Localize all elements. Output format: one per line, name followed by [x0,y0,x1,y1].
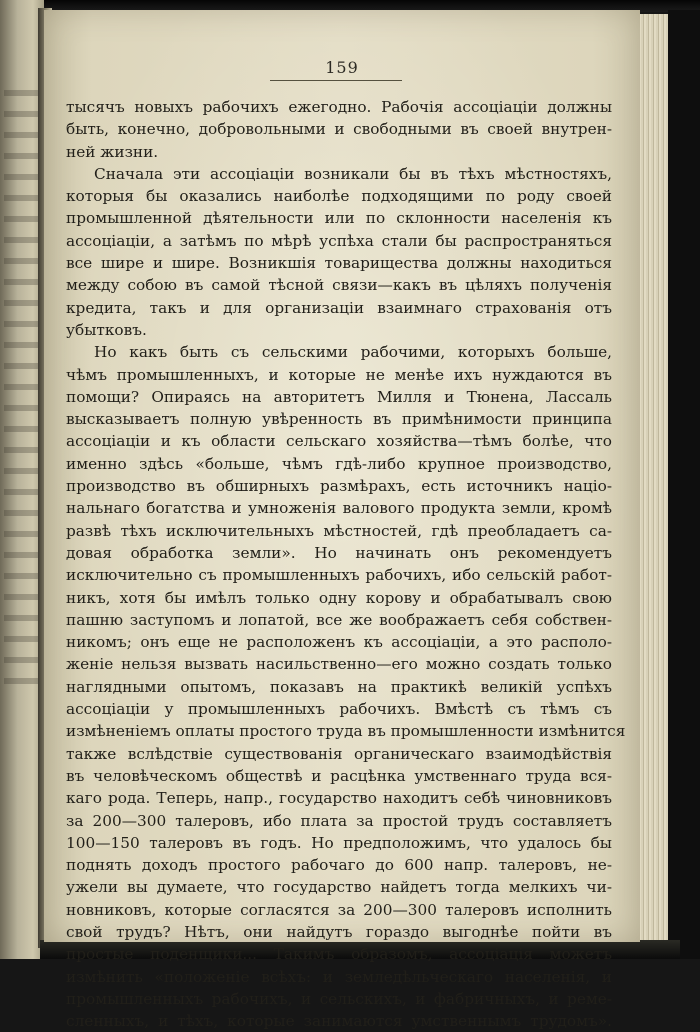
text-line: нальнаго богатства и умноженія валового продукта земли, кромѣ [66,499,612,518]
text-line: производство въ обширныхъ размѣрахъ, есть источникъ націо- [66,477,612,496]
text-line: ассоціаціи, а затѣмъ по мѣрѣ успѣха стали бы распространяться [66,231,612,250]
text-line: все шире и шире. Возникшія товарищества должны находиться [66,254,612,273]
text-line: которыя бы оказались наиболѣе подходящими по роду своей [66,187,612,206]
right-shadow [668,10,700,959]
text-line: быть, конечно, добровольными и свободными въ своей внутрен- [66,120,612,139]
text-line: пашню заступомъ и лопатой, все же воображаетъ себя собствен- [66,610,612,629]
text-line: поднять доходъ простого рабочаго до 600 напр. талеровъ, не- [66,856,612,875]
text-line: промышленной дѣятельности или по склонности населенія къ [66,209,612,228]
stacked-page-edges [636,14,670,944]
page-number: 159 [325,58,359,77]
text-line: помощи? Опираясь на авторитетъ Милля и Тюнена, Лассаль [66,387,612,406]
text-line: ассоціаціи у промышленныхъ рабочихъ. Вмѣстѣ съ тѣмъ съ [66,700,612,719]
paragraph-start-line: Но какъ быть съ сельскими рабочими, которыхъ больше, [94,343,612,362]
page-text [66,96,626,1032]
text-line: сленныхъ, и тѣхъ, которые занимаются умственнымъ трудомъ». [66,1012,612,1031]
text-line: женіе нельзя вызвать насильственно—его можно создать только [66,655,612,674]
text-line: измѣнить «положеніе всѣхъ: и земледѣльческаго населенія, и [66,967,612,986]
page-number-rule [270,80,402,81]
text-line: новниковъ, которые согласятся за 200—300 талеровъ исполнить [66,900,612,919]
text-line: наглядными опытомъ, показавъ на практикѣ великій успѣхъ [66,677,612,696]
book-page [44,10,640,1031]
text-line: также вслѣдствіе существованія органическаго взаимодѣйствія [66,744,612,763]
paragraph-start-line: Сначала эти ассоціаціи возникали бы въ тѣхъ мѣстностяхъ, [94,164,612,183]
text-line: кредита, такъ и для организаціи взаимнаго страхованія отъ [66,298,612,317]
text-line: чѣмъ промышленныхъ, и которые не менѣе ихъ нуждаются въ [66,365,612,384]
text-line: никомъ; онъ еще не расположенъ къ ассоціаціи, а это располо- [66,633,612,652]
text-line: ужели вы думаете, что государство найдетъ тогда мелкихъ чи- [66,878,612,897]
text-line: промышленныхъ рабочихъ, и сельскихъ, и фабричныхъ, и реме- [66,989,612,1008]
text-line: между собою въ самой тѣсной связи—какъ въ цѣляхъ полученія [66,276,612,295]
text-line: простые поденщики... Такимъ образомъ, ассоціація можетъ [66,945,612,964]
text-line: въ человѣческомъ обществѣ и расцѣнка умственнаго труда вся- [66,766,612,785]
text-line: тысячъ новыхъ рабочихъ ежегодно. Рабочія ассоціаціи должны [66,98,612,116]
text-line: измѣненіемъ оплаты простого труда въ промышленности измѣнится [66,722,626,741]
text-line: каго рода. Теперь, напр., государство находитъ себѣ чиновниковъ [66,789,612,808]
text-line: никъ, хотя бы имѣлъ только одну корову и обрабатывалъ свою [66,588,612,607]
text-line: за 200—300 талеровъ, ибо плата за простой трудъ составляетъ [66,811,612,830]
text-line: 100—150 талеровъ въ годъ. Но предположимъ, что удалось бы [66,833,612,852]
text-line: именно здѣсь «больше, чѣмъ гдѣ-либо крупное производство, [66,454,612,473]
text-line: ассоціаціи и къ области сельскаго хозяйства—тѣмъ болѣе, что [66,432,612,451]
text-line: ней жизни. [66,142,159,161]
text-line: довая обработка земли». Но начинать онъ рекомендуетъ [66,543,612,562]
text-line: убытковъ. [66,320,147,339]
text-line: исключительно съ промышленныхъ рабочихъ, ибо сельскій работ- [66,566,612,585]
text-line: развѣ тѣхъ исключительныхъ мѣстностей, гдѣ преобладаетъ са- [66,521,612,540]
facing-page-text-bleed [4,90,38,690]
text-line: высказываетъ полную увѣренность въ примѣнимости принципа [66,410,612,429]
text-line: свой трудъ? Нѣтъ, они найдутъ гораздо выгоднѣе пойти въ [66,922,612,941]
